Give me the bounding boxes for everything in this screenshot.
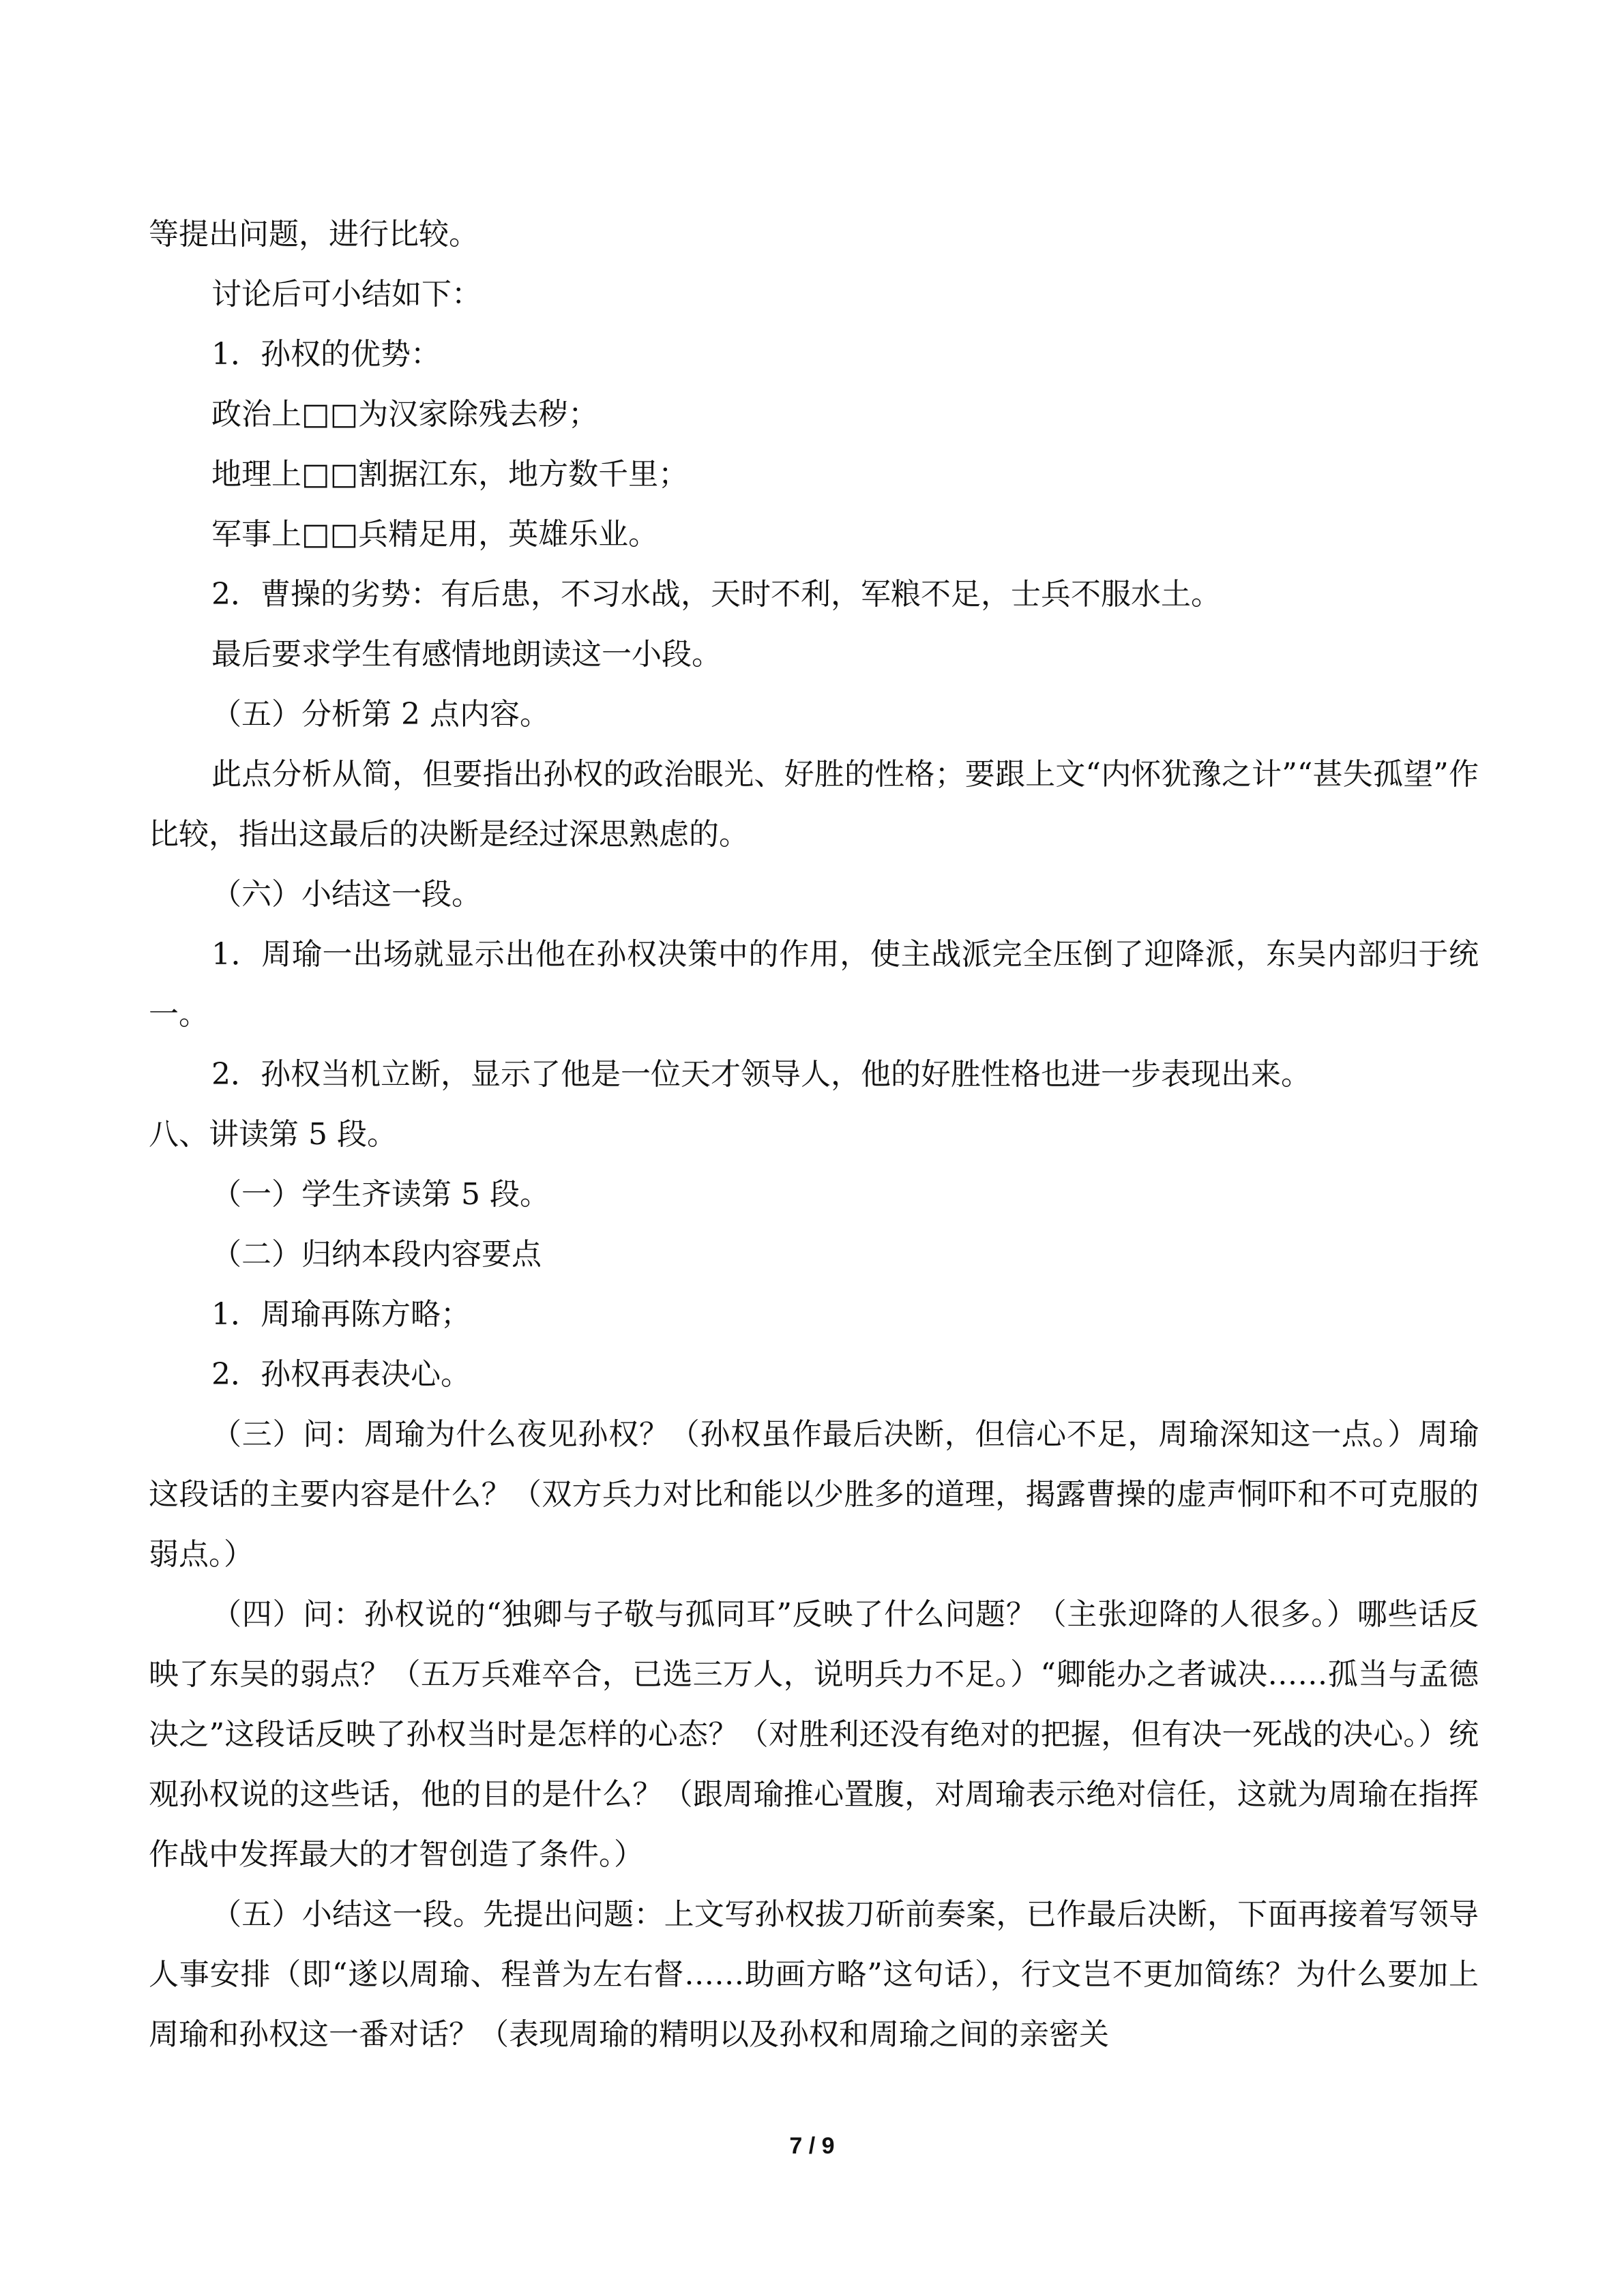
paragraph-analysis-point-two: 此点分析从简，但要指出孙权的政治眼光、好胜的性格；要跟上文“内怀犹豫之计”“甚失孤望”作比较，指出这最后的决断是经过深思熟虑的。: [149, 757, 1479, 852]
paragraph-continuation: 等提出问题，进行比较。: [149, 217, 479, 252]
document-body: [149, 205, 1479, 2065]
paragraph-geographic: 地理上□□割据江东，地方数千里；: [211, 457, 689, 492]
paragraph-question-three: （三）问：周瑜为什么夜见孙权？（孙权虽作最后决断，但信心不足，周瑜深知这一点。）周瑜这段话的主要内容是什么？（双方兵力对比和能以少胜多的道理，揭露曹操的虚声恫吓和不可克服的弱点。）: [149, 1417, 1479, 1572]
paragraph-read-aloud: 最后要求学生有感情地朗读这一小段。: [211, 637, 722, 672]
paragraph-political: 政治上□□为汉家除残去秽；: [211, 397, 599, 432]
paragraph-read-together: （一）学生齐读第 5 段。: [211, 1177, 550, 1212]
paragraph-section-six: （六）小结这一段。: [211, 877, 482, 912]
paragraph-military: 军事上□□兵精足用，英雄乐业。: [211, 517, 659, 552]
paragraph-zhouyu-role: 1．周瑜一出场就显示出他在孙权决策中的作用，使主战派完全压倒了迎降派，东吴内部归于统一。: [149, 937, 1479, 1032]
page-number: 7 / 9: [789, 2133, 835, 2159]
paragraph-summary-five: （五）小结这一段。先提出问题：上文写孙权拔刀斫前奏案，已作最后决断，下面再接着写领导人事安排（即“遂以周瑜、程普为左右督……助画方略”这句话），行文岂不更加简练？为什么要加上周瑜和孙权这一番对话？（表现周瑜的精明以及孙权和周瑜之间的亲密关: [149, 1897, 1479, 2052]
paragraph-sunquan-advantages: 1．孙权的优势：: [211, 337, 441, 372]
paragraph-summary-intro: 讨论后可小结如下：: [211, 277, 482, 312]
paragraph-summarize-points: （二）归纳本段内容要点: [211, 1237, 542, 1272]
paragraph-sunquan-decision: 2．孙权当机立断，显示了他是一位天才领导人，他的好胜性格也进一步表现出来。: [211, 1057, 1311, 1092]
paragraph-section-five: （五）分析第 2 点内容。: [211, 697, 550, 732]
paragraph-sunquan-resolve: 2．孙权再表决心。: [211, 1357, 471, 1392]
heading-section-eight: 八、讲读第 5 段。: [149, 1117, 397, 1152]
paragraph-caocao-disadvantages: 2．曹操的劣势：有后患，不习水战，天时不利，军粮不足，士兵不服水土。: [211, 577, 1221, 612]
paragraph-zhouyu-strategy: 1．周瑜再陈方略；: [211, 1297, 471, 1332]
paragraph-question-four: （四）问：孙权说的“独卿与子敬与孤同耳”反映了什么问题？（主张迎降的人很多。）哪些话反映了东吴的弱点？（五万兵难卒合，已选三万人，说明兵力不足。）“卿能办之者诚决……孤当与孟德决之”这段话反映了孙权当时是怎样的心态？（对胜利还没有绝对的把握，但有决一死战的决心。）统观孙权说的这些话，他的目的是什么？（跟周瑜推心置腹，对周瑜表示绝对信任，这就为周瑜在指挥作战中发挥最大的才智创造了条件。）: [149, 1597, 1479, 1872]
